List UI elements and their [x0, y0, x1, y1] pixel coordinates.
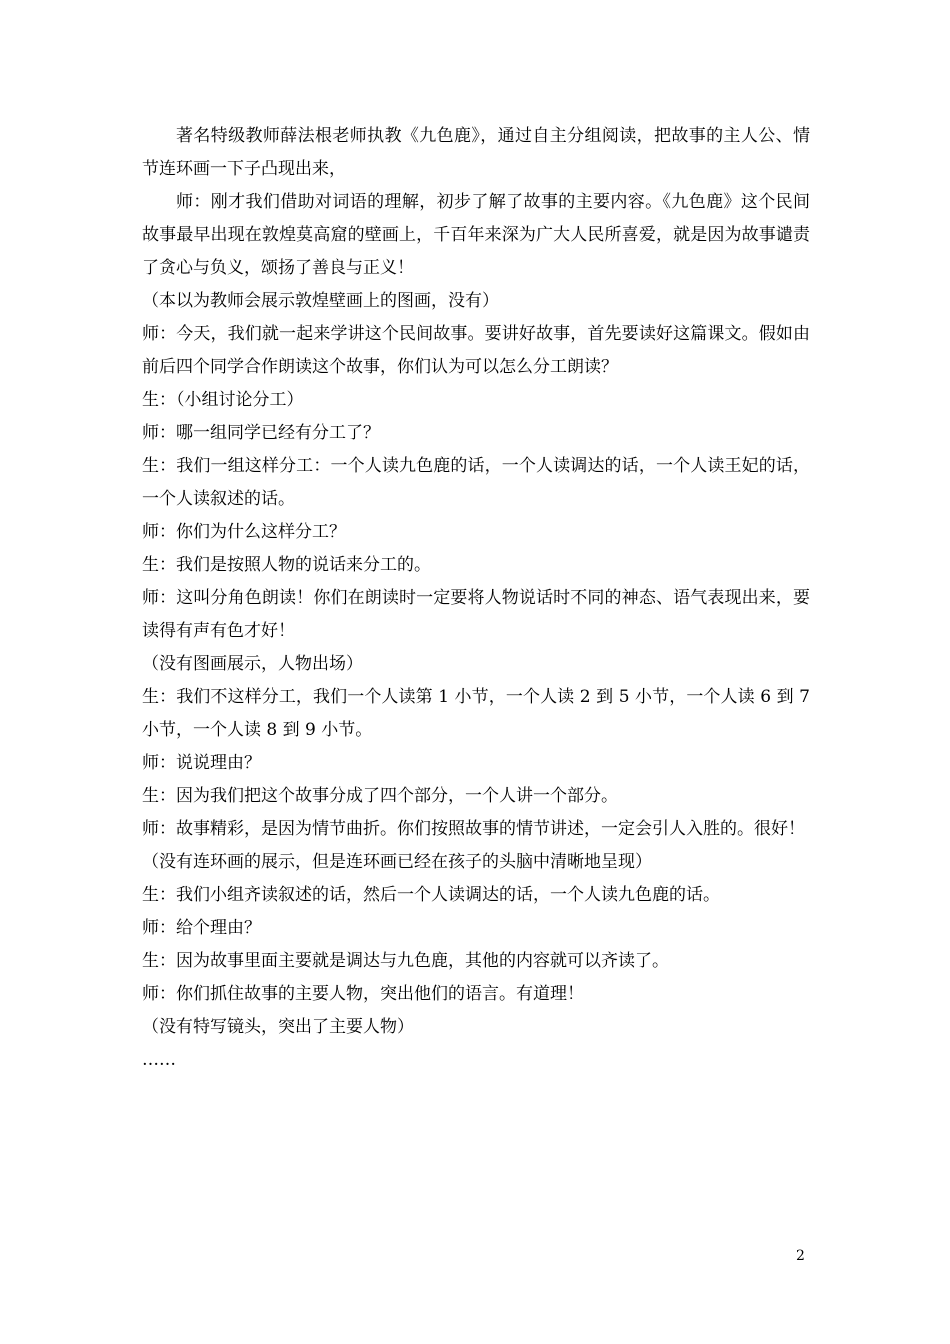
paragraph: 师：刚才我们借助对词语的理解，初步了解了故事的主要内容。《九色鹿》这个民间故事最早出现在敦煌莫高窟的壁画上，千百年来深为广大人民所喜爱，就是因为故事谴责了贪心与负义，颂扬了善良与正义！: [142, 192, 810, 278]
dialogue-line: 师：给个理由？: [142, 918, 261, 938]
dialogue-line: 师：故事精彩，是因为情节曲折。你们按照故事的情节讲述，一定会引人入胜的。很好！: [142, 819, 805, 839]
dialogue-line: 生：我们小组齐读叙述的话，然后一个人读调达的话，一个人读九色鹿的话。: [142, 885, 720, 905]
dialogue-line: 生：因为我们把这个故事分成了四个部分，一个人讲一个部分。: [142, 786, 618, 806]
dialogue-line: 生：因为故事里面主要就是调达与九色鹿，其他的内容就可以齐读了。: [142, 951, 669, 971]
dialogue-line: 生：我们不这样分工，我们一个人读第 1 小节，一个人读 2 到 5 小节，一个人读 6 到 7 小节，一个人读 8 到 9 小节。: [142, 687, 810, 740]
dialogue-line: 师：哪一组同学已经有分工了？: [142, 423, 380, 443]
dialogue-line: 师：这叫分角色朗读！你们在朗读时一定要将人物说话时不同的神态、语气表现出来，要读得有声有色才好！: [142, 588, 810, 641]
annotation-note: （本以为教师会展示敦煌壁画上的图画，没有）: [142, 291, 499, 311]
annotation-note: （没有连环画的展示，但是连环画已经在孩子的头脑中清晰地呈现）: [142, 852, 652, 872]
page-number: 2: [796, 1248, 805, 1264]
dialogue-line: 生：（小组讨论分工）: [142, 390, 304, 410]
document-body: [142, 120, 810, 1077]
annotation-note: （没有特写镜头，突出了主要人物）: [142, 1017, 414, 1037]
paragraph: 著名特级教师薛法根老师执教《九色鹿》，通过自主分组阅读，把故事的主人公、情节连环画一下子凸现出来，: [142, 126, 810, 179]
ellipsis-line: ……: [142, 1050, 176, 1070]
dialogue-line: 师：今天，我们就一起来学讲这个民间故事。要讲好故事，首先要读好这篇课文。假如由前后四个同学合作朗读这个故事，你们认为可以怎么分工朗读？: [142, 324, 810, 377]
annotation-note: （没有图画展示，人物出场）: [142, 654, 363, 674]
dialogue-line: 生：我们是按照人物的说话来分工的。: [142, 555, 431, 575]
dialogue-line: 师：说说理由？: [142, 753, 261, 773]
dialogue-line: 生：我们一组这样分工：一个人读九色鹿的话，一个人读调达的话，一个人读王妃的话，一个人读叙述的话。: [142, 456, 810, 509]
dialogue-line: 师：你们为什么这样分工？: [142, 522, 346, 542]
dialogue-line: 师：你们抓住故事的主要人物，突出他们的语言。有道理！: [142, 984, 584, 1004]
